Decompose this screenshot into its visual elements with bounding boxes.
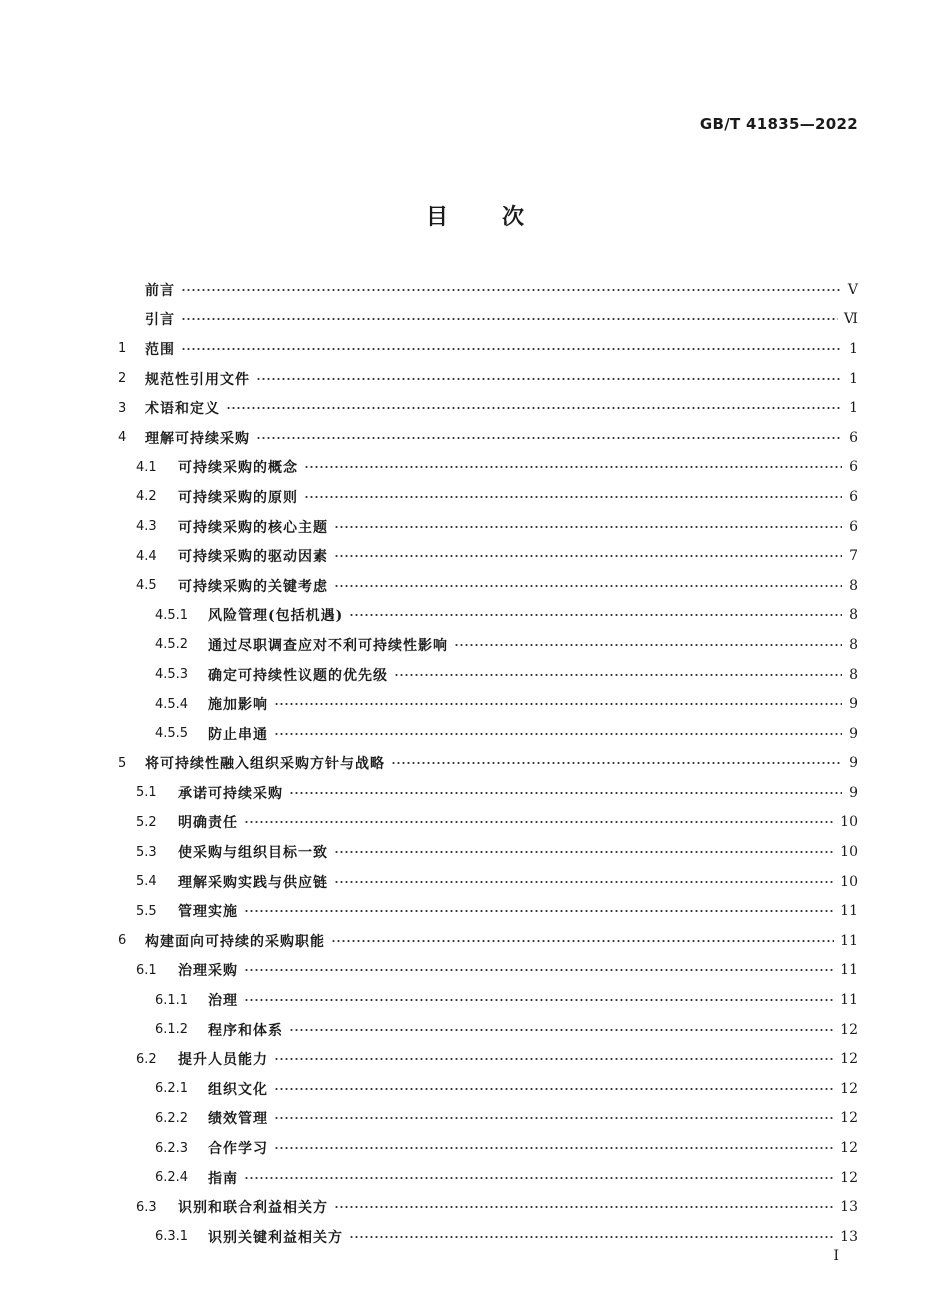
toc-entry-page: 1: [849, 370, 858, 387]
toc-entry[interactable]: [118, 985, 858, 1015]
toc-entry-label: 治理采购: [178, 963, 238, 980]
toc-entry-label: 承诺可持续采购: [178, 785, 283, 802]
toc-entry[interactable]: [118, 423, 858, 453]
toc-entry[interactable]: [118, 1074, 858, 1104]
toc-entry-page: 1: [849, 400, 858, 417]
toc-entry-label: 明确责任: [178, 815, 238, 832]
toc-entry-label: 理解采购实践与供应链: [178, 874, 328, 891]
toc-entry-label: 可持续采购的原则: [178, 489, 298, 506]
toc-entry[interactable]: [118, 453, 858, 483]
toc-entry-label: 提升人员能力: [178, 1052, 268, 1069]
toc-entry-label: 指南: [208, 1170, 238, 1187]
dot-leader: [244, 1177, 834, 1179]
toc-entry-label: 程序和体系: [208, 1022, 283, 1039]
dot-leader: [244, 999, 834, 1001]
dot-leader: [274, 1088, 834, 1090]
toc-entry-number: 6.1.2: [155, 1022, 189, 1038]
toc-entry-page: 8: [849, 577, 858, 594]
toc-entry-label: 防止串通: [208, 726, 268, 743]
toc-entry-page: 9: [849, 755, 858, 772]
toc-entry-page: 8: [849, 636, 858, 653]
dot-leader: [256, 437, 842, 439]
toc-entry-number: 6.2.4: [155, 1170, 189, 1186]
dot-leader: [181, 289, 842, 291]
dot-leader: [331, 940, 834, 942]
toc-entry[interactable]: [118, 512, 858, 542]
dot-leader: [304, 496, 842, 498]
dot-leader: [244, 910, 834, 912]
toc-entry[interactable]: [118, 778, 858, 808]
toc-entry-page: 11: [840, 992, 858, 1009]
toc-entry-page: 10: [840, 814, 858, 831]
toc-entry-page: 12: [840, 1080, 858, 1097]
toc-entry-label: 术语和定义: [145, 401, 220, 418]
toc-entry[interactable]: [118, 1015, 858, 1045]
table-of-contents: [118, 275, 858, 1252]
toc-entry-page: 9: [849, 784, 858, 801]
toc-entry-label: 引言: [145, 312, 175, 329]
toc-entry-label: 理解可持续采购: [145, 430, 250, 447]
dot-leader: [349, 614, 842, 616]
toc-entry-number: 4.1: [136, 459, 157, 475]
toc-entry-number: 6.2: [136, 1051, 157, 1067]
dot-leader: [334, 851, 834, 853]
page-number: I: [833, 1248, 839, 1264]
toc-entry-page: 6: [849, 459, 858, 476]
toc-entry-number: 6: [118, 933, 127, 949]
toc-entry-label: 可持续采购的关键考虑: [178, 578, 328, 595]
toc-entry-page: 11: [840, 903, 858, 920]
toc-entry[interactable]: [118, 364, 858, 394]
toc-entry-number: 1: [118, 341, 127, 357]
toc-entry-number: 2: [118, 371, 127, 387]
toc-entry-page: 13: [840, 1228, 858, 1245]
toc-entry-number: 6.3: [136, 1199, 157, 1215]
toc-entry[interactable]: [118, 926, 858, 956]
dot-leader: [304, 466, 842, 468]
dot-leader: [274, 703, 842, 705]
dot-leader: [334, 1206, 834, 1208]
toc-entry[interactable]: [118, 305, 858, 335]
toc-entry[interactable]: [118, 601, 858, 631]
toc-entry[interactable]: [118, 867, 858, 897]
toc-entry-number: 3: [118, 400, 127, 416]
toc-entry[interactable]: [118, 1104, 858, 1134]
dot-leader: [394, 674, 842, 676]
toc-entry-number: 5.3: [136, 844, 157, 860]
dot-leader: [274, 1058, 834, 1060]
toc-entry-label: 合作学习: [208, 1141, 268, 1158]
toc-entry-page: 8: [849, 607, 858, 624]
toc-entry-label: 治理: [208, 993, 238, 1010]
toc-entry-label: 前言: [145, 282, 175, 299]
toc-entry[interactable]: [118, 1133, 858, 1163]
toc-entry-label: 管理实施: [178, 904, 238, 921]
toc-entry-number: 4.5.5: [155, 726, 189, 742]
toc-entry-label: 规范性引用文件: [145, 371, 250, 388]
toc-entry-label: 通过尽职调查应对不利可持续性影响: [208, 637, 448, 654]
dot-leader: [244, 969, 834, 971]
toc-entry-page: 13: [840, 1199, 858, 1216]
toc-entry-page: 12: [840, 1110, 858, 1127]
toc-entry-label: 构建面向可持续的采购职能: [145, 933, 325, 950]
toc-entry-page: 12: [840, 1021, 858, 1038]
dot-leader: [454, 644, 842, 646]
dot-leader: [289, 792, 842, 794]
toc-entry-page: 12: [840, 1140, 858, 1157]
toc-entry-page: 10: [840, 873, 858, 890]
toc-entry[interactable]: [118, 749, 858, 779]
toc-entry-label: 组织文化: [208, 1081, 268, 1098]
toc-entry[interactable]: [118, 660, 858, 690]
dot-leader: [334, 555, 842, 557]
toc-entry-page: 6: [849, 488, 858, 505]
dot-leader: [274, 733, 842, 735]
toc-entry-page: Ⅴ: [847, 281, 858, 298]
toc-entry-number: 4.5.3: [155, 667, 189, 683]
toc-entry-number: 4.2: [136, 489, 157, 505]
toc-entry-page: 12: [840, 1051, 858, 1068]
toc-entry-page: 1: [849, 340, 858, 357]
toc-entry-page: 12: [840, 1169, 858, 1186]
toc-entry-number: 5: [118, 755, 127, 771]
toc-entry-page: 7: [849, 548, 858, 565]
dot-leader: [274, 1117, 834, 1119]
toc-entry[interactable]: [118, 837, 858, 867]
toc-entry[interactable]: [118, 541, 858, 571]
toc-entry[interactable]: [118, 689, 858, 719]
toc-entry[interactable]: [118, 1222, 858, 1252]
toc-entry[interactable]: [118, 808, 858, 838]
toc-entry-label: 可持续采购的概念: [178, 460, 298, 477]
toc-entry-page: 9: [849, 696, 858, 713]
document-code: GB/T 41835—2022: [699, 115, 858, 133]
toc-entry-number: 4.3: [136, 519, 157, 535]
dot-leader: [334, 526, 842, 528]
dot-leader: [349, 1236, 834, 1238]
toc-entry[interactable]: [118, 1044, 858, 1074]
toc-entry-number: 6.2.1: [155, 1081, 189, 1097]
toc-entry-label: 识别关键利益相关方: [208, 1229, 343, 1246]
toc-entry[interactable]: [118, 630, 858, 660]
dot-leader: [274, 1147, 834, 1149]
dot-leader: [391, 762, 842, 764]
toc-entry-page: 10: [840, 844, 858, 861]
toc-entry-label: 确定可持续性议题的优先级: [208, 667, 388, 684]
toc-entry[interactable]: [118, 1192, 858, 1222]
toc-entry-label: 范围: [145, 341, 175, 358]
toc-entry-number: 5.4: [136, 874, 157, 890]
toc-entry-page: 6: [849, 518, 858, 535]
toc-entry-number: 5.5: [136, 903, 157, 919]
dot-leader: [289, 1029, 834, 1031]
toc-entry-page: 11: [840, 932, 858, 949]
toc-entry[interactable]: [118, 1163, 858, 1193]
toc-entry[interactable]: [118, 334, 858, 364]
toc-entry-number: 4: [118, 430, 127, 446]
toc-entry[interactable]: [118, 482, 858, 512]
toc-entry-number: 6.2.2: [155, 1110, 189, 1126]
toc-entry-page: 11: [840, 962, 858, 979]
toc-entry-number: 4.4: [136, 548, 157, 564]
toc-entry-label: 使采购与组织目标一致: [178, 845, 328, 862]
toc-entry-label: 将可持续性融入组织采购方针与战略: [145, 756, 385, 773]
toc-entry-number: 4.5: [136, 578, 157, 594]
dot-leader: [334, 585, 842, 587]
dot-leader: [244, 821, 834, 823]
toc-entry[interactable]: [118, 719, 858, 749]
toc-entry-label: 施加影响: [208, 697, 268, 714]
toc-entry[interactable]: [118, 275, 858, 305]
dot-leader: [334, 881, 834, 883]
toc-entry-page: 9: [849, 725, 858, 742]
toc-entry[interactable]: [118, 896, 858, 926]
toc-entry-page: 6: [849, 429, 858, 446]
toc-entry-number: 4.5.2: [155, 637, 189, 653]
toc-entry-label: 绩效管理: [208, 1111, 268, 1128]
toc-entry[interactable]: [118, 956, 858, 986]
toc-entry-label: 可持续采购的驱动因素: [178, 549, 328, 566]
toc-entry[interactable]: [118, 571, 858, 601]
toc-entry[interactable]: [118, 393, 858, 423]
toc-entry-number: 4.5.1: [155, 607, 189, 623]
toc-entry-label: 可持续采购的核心主题: [178, 519, 328, 536]
dot-leader: [181, 348, 842, 350]
toc-entry-number: 6.3.1: [155, 1229, 189, 1245]
toc-entry-label: 风险管理(包括机遇): [208, 608, 344, 625]
dot-leader: [256, 378, 842, 380]
toc-entry-number: 5.1: [136, 785, 157, 801]
toc-entry-number: 6.1.1: [155, 992, 189, 1008]
dot-leader: [226, 407, 842, 409]
toc-entry-page: 8: [849, 666, 858, 683]
dot-leader: [181, 318, 838, 320]
toc-entry-number: 5.2: [136, 814, 157, 830]
toc-entry-page: Ⅵ: [843, 311, 858, 328]
toc-entry-number: 6.1: [136, 962, 157, 978]
toc-title: 目次: [425, 205, 578, 230]
toc-entry-number: 6.2.3: [155, 1140, 189, 1156]
toc-entry-label: 识别和联合利益相关方: [178, 1200, 328, 1217]
toc-entry-number: 4.5.4: [155, 696, 189, 712]
